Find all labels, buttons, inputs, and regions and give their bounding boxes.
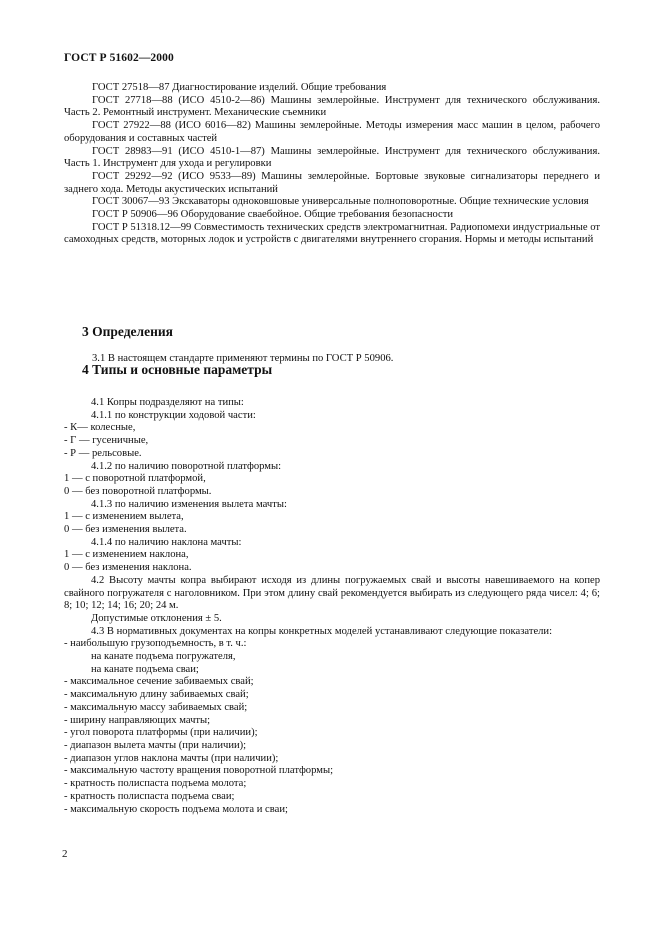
list-item: - максимальную частоту вращения поворотной платформы; [64, 765, 334, 777]
list-item: - максимальную скорость подъема молота и сваи; [64, 803, 288, 815]
reference-item: ГОСТ 27922—88 (ИСО 6016—82) Машины землеройные. Методы измерения масс машин в целом, рабочего оборудования и составных частей [64, 120, 600, 144]
reference-item: ГОСТ Р 50906—96 Оборудование сваебойное. Общие требования безопасности [92, 209, 454, 221]
list-item: - К— колесные, [64, 422, 136, 434]
list-item: - наибольшую грузоподъемность, в т. ч.: [64, 638, 247, 650]
list-item: - диапазон вылета мачты (при наличии); [64, 739, 247, 751]
normative-references [64, 82, 600, 247]
reference-item: ГОСТ 30067—93 Экскаваторы одноковшовые универсальные полноповоротные. Общие технические условия [92, 196, 589, 208]
document-header: ГОСТ Р 51602—2000 [64, 52, 174, 64]
section-3-text: 3.1 В настоящем стандарте применяют термины по ГОСТ Р 50906. [92, 353, 394, 364]
page-number: 2 [62, 848, 68, 860]
sub-list-item: на канате подъема сваи; [91, 663, 199, 675]
section-4-title: 4 Типы и основные параметры [82, 362, 273, 377]
list-item: 1 — с изменением вылета, [64, 511, 184, 523]
list-item: - кратность полиспаста подъема сваи; [64, 790, 235, 802]
section-3-title: 3 Определения [82, 324, 173, 339]
clause-4-1-1: 4.1.1 по конструкции ходовой части: [91, 409, 256, 421]
list-item: 0 — без изменения вылета. [64, 524, 187, 536]
tolerance-note: Допустимые отклонения ± 5. [91, 612, 222, 624]
list-item: - Г — гусеничные, [64, 435, 149, 447]
list-item: 0 — без изменения наклона. [64, 562, 192, 574]
list-item: 1 — с изменением наклона, [64, 549, 189, 561]
clause-4-1-2: 4.1.2 по наличию поворотной платформы: [91, 460, 282, 472]
section-4-body [64, 397, 600, 816]
clause-4-1-4: 4.1.4 по наличию наклона мачты: [91, 536, 242, 548]
clause-4-1-3: 4.1.3 по наличию изменения вылета мачты: [91, 498, 287, 510]
reference-item: ГОСТ 29292—92 (ИСО 9533—89) Машины землеройные. Бортовые звуковые сигнализаторы переднего и заднего хода. Методы акустических испытаний [64, 170, 600, 195]
clause-4-1: 4.1 Копры подразделяют на типы: [91, 397, 244, 408]
clause-4-2: 4.2 Высоту мачты копра выбирают исходя из длины погружаемых свай и высоты навешиваемого на копер свайного погружателя с наголовником. При этом длину свай рекомендуется выбирать из следующего ряда чисел: 4; 6; 8; 10; 12; 14; 16; 20; 24 м. [64, 574, 600, 612]
list-item: 1 — с поворотной платформой, [64, 473, 206, 485]
clause-4-3: 4.3 В нормативных документах на копры конкретных моделей устанавливают следующие показатели: [91, 625, 553, 637]
list-item: - диапазон углов наклона мачты (при наличии); [64, 752, 279, 764]
reference-item: ГОСТ 28983—91 (ИСО 4510-1—87) Машины землеройные. Инструмент для технического обслуживания. Часть 1. Инструмент для ухода и регулировки [64, 145, 600, 170]
list-item: - кратность полиспаста подъема молота; [64, 778, 247, 790]
list-item: - максимальную массу забиваемых свай; [64, 701, 248, 713]
reference-item: ГОСТ Р 51318.12—99 Совместимость технических средств электромагнитная. Радиопомехи индустриальные от самоходных средств, моторных лодок и устройств с двигателями внутреннего сгорания. Нормы и методы испытаний [64, 221, 600, 246]
list-item: - ширину направляющих мачты; [64, 714, 211, 726]
reference-item: ГОСТ 27518—87 Диагностирование изделий. Общие требования [92, 82, 387, 93]
list-item: - Р — рельсовые. [64, 447, 142, 459]
sub-list-item: на канате подъема погружателя, [91, 651, 236, 663]
list-item: - максимальное сечение забиваемых свай; [64, 676, 254, 688]
list-item: - максимальную длину забиваемых свай; [64, 689, 249, 701]
reference-item: ГОСТ 27718—88 (ИСО 4510-2—86) Машины землеройные. Инструмент для технического обслуживания. Часть 2. Ремонтный инструмент. Механические съемники [64, 94, 600, 119]
list-item: 0 — без поворотной платформы. [64, 485, 212, 497]
list-item: - угол поворота платформы (при наличии); [64, 727, 258, 739]
